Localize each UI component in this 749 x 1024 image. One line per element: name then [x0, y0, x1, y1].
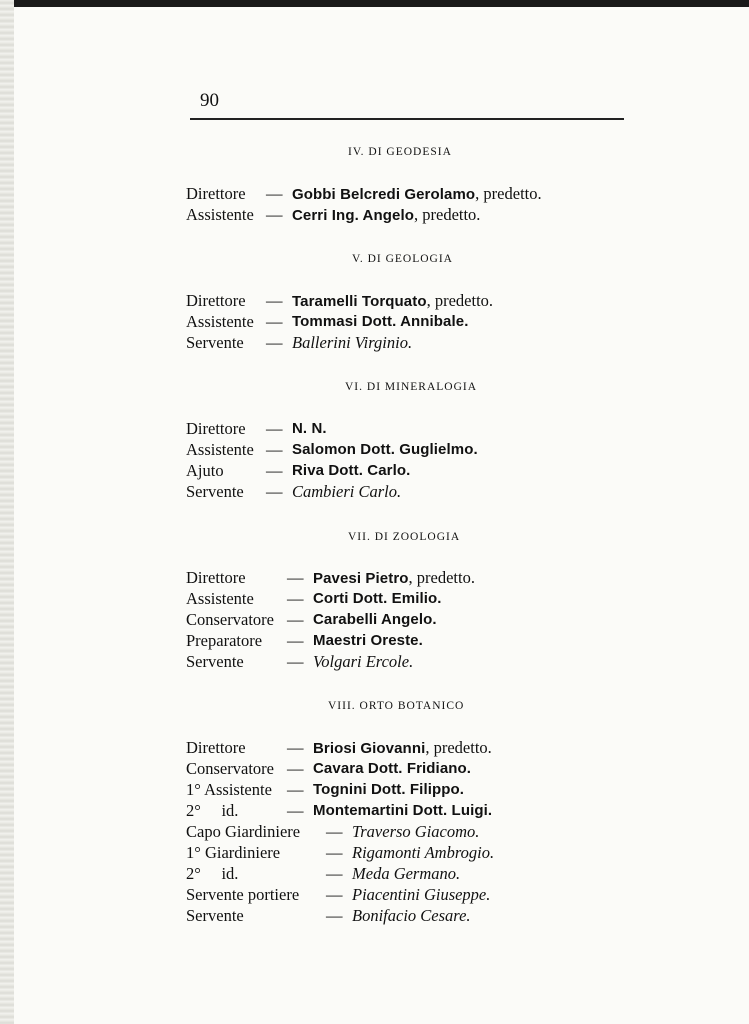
- dash: —: [266, 333, 283, 352]
- staff-name: Maestri Oreste.: [313, 632, 423, 649]
- staff-name: Cerri Ing. Angelo: [292, 207, 414, 224]
- staff-name: Piacentini Giuseppe.: [352, 885, 491, 904]
- role-label: Preparatore: [186, 631, 263, 650]
- dash: —: [287, 780, 304, 799]
- dash: —: [326, 864, 343, 883]
- role-label: Conservatore: [186, 759, 274, 778]
- staff-name: Tognini Dott. Filippo.: [313, 781, 465, 798]
- dash: —: [266, 312, 283, 331]
- staff-note: , predetto.: [426, 291, 494, 310]
- role-label: Direttore: [186, 568, 246, 587]
- staff-note: , predetto.: [414, 205, 481, 224]
- staff-name: Cambieri Carlo.: [292, 482, 402, 501]
- staff-note: , predetto.: [408, 568, 475, 587]
- staff-name: Traverso Giacomo.: [352, 822, 480, 841]
- role-label: Assistente: [186, 589, 254, 608]
- role-label: Ajuto: [186, 461, 224, 480]
- role-label: Direttore: [186, 184, 246, 203]
- role-label: Direttore: [186, 419, 246, 438]
- header-rule: [190, 118, 624, 120]
- staff-name: Cavara Dott. Fridiano.: [313, 760, 472, 777]
- role-label: Servente: [186, 482, 244, 501]
- role-label: 2° id.: [186, 864, 239, 883]
- staff-name: Volgari Ercole.: [313, 652, 414, 671]
- dash: —: [266, 461, 283, 480]
- role-label: 2° id.: [186, 801, 239, 820]
- dash: —: [266, 482, 283, 501]
- staff-note: , predetto.: [475, 184, 542, 203]
- staff-name: N. N.: [292, 420, 327, 437]
- dash: —: [287, 738, 304, 757]
- dash: —: [326, 885, 343, 904]
- staff-name: Bonifacio Cesare.: [352, 906, 471, 925]
- dash: —: [266, 291, 283, 310]
- dash: —: [266, 440, 283, 459]
- staff-name: Ballerini Virginio.: [292, 333, 413, 352]
- dash: —: [326, 822, 343, 841]
- role-label: Assistente: [186, 205, 254, 224]
- dash: —: [266, 184, 283, 203]
- dash: —: [287, 610, 304, 629]
- staff-name: Salomon Dott. Guglielmo.: [292, 441, 478, 458]
- dash: —: [326, 843, 343, 862]
- staff-name: Riva Dott. Carlo.: [292, 462, 411, 479]
- role-label: 1° Assistente: [186, 780, 272, 799]
- role-label: Capo Giardiniere: [186, 822, 301, 841]
- role-label: Direttore: [186, 738, 246, 757]
- dash: —: [287, 589, 304, 608]
- dash: —: [287, 652, 304, 671]
- dash: —: [287, 631, 304, 650]
- role-label: Assistente: [186, 440, 254, 459]
- staff-name: Corti Dott. Emilio.: [313, 590, 442, 607]
- staff-name: Taramelli Torquato: [292, 293, 427, 310]
- staff-name: Montemartini Dott. Luigi.: [313, 802, 493, 819]
- staff-name: Pavesi Pietro: [313, 570, 409, 587]
- dash: —: [266, 205, 283, 224]
- dash: —: [266, 419, 283, 438]
- dash: —: [287, 759, 304, 778]
- section-heading-geologia: V. DI GEOLOGIA: [352, 253, 453, 265]
- dash: —: [287, 568, 304, 587]
- role-label: Servente: [186, 333, 244, 352]
- section-heading-orto-botanico: VIII. ORTO BOTANICO: [328, 700, 465, 712]
- role-label: Servente portiere: [186, 885, 300, 904]
- scan-top-border: [0, 0, 749, 7]
- staff-name: Meda Germano.: [352, 864, 461, 883]
- staff-name: Carabelli Angelo.: [313, 611, 437, 628]
- role-label: Conservatore: [186, 610, 274, 629]
- section-heading-mineralogia: VI. DI MINERALOGIA: [345, 381, 478, 393]
- staff-name: Gobbi Belcredi Gerolamo: [292, 186, 476, 203]
- dash: —: [326, 906, 343, 925]
- role-label: Servente: [186, 652, 244, 671]
- role-label: Assistente: [186, 312, 254, 331]
- role-label: Servente: [186, 906, 244, 925]
- staff-name: Tommasi Dott. Annibale.: [292, 313, 469, 330]
- scan-left-margin: [0, 0, 14, 1024]
- staff-note: , predetto.: [425, 738, 492, 757]
- role-label: 1° Giardiniere: [186, 843, 281, 862]
- staff-name: Briosi Giovanni: [313, 740, 426, 757]
- section-heading-zoologia: VII. DI ZOOLOGIA: [348, 531, 461, 543]
- page-number: 90: [200, 90, 219, 111]
- staff-name: Rigamonti Ambrogio.: [352, 843, 495, 862]
- role-label: Direttore: [186, 291, 246, 310]
- section-heading-geodesia: IV. DI GEODESIA: [348, 146, 452, 158]
- dash: —: [287, 801, 304, 820]
